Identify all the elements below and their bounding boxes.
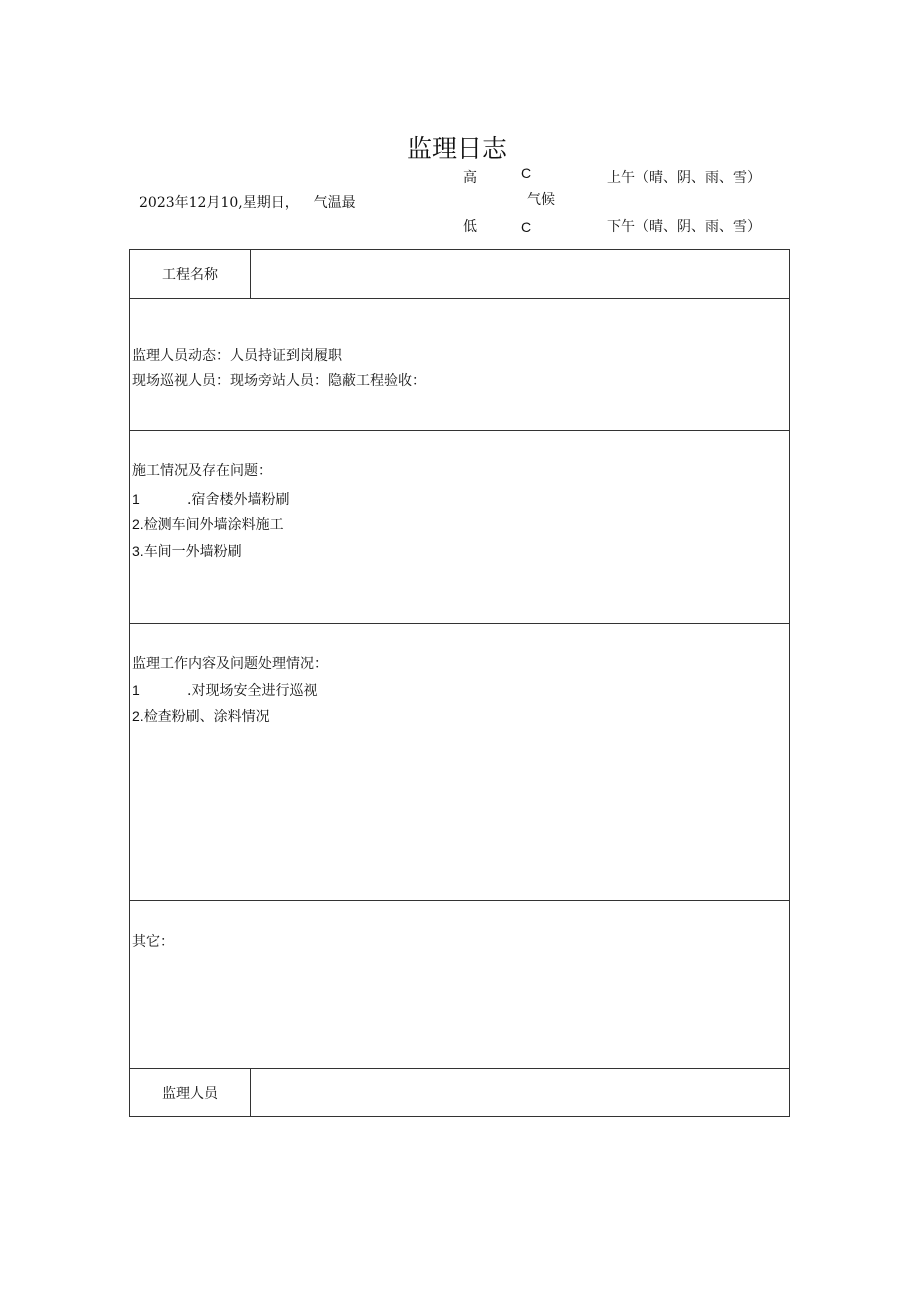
item-number: 1 [132, 491, 140, 507]
list-item [132, 706, 270, 726]
temp-high-label: 高 [463, 170, 477, 186]
item-text: 检查粉刷、涂料情况 [143, 709, 270, 725]
date-text [139, 192, 356, 212]
other-section [130, 901, 789, 1069]
climate-label: 气候 [527, 192, 555, 208]
temp-low-label: 低 [463, 219, 477, 235]
log-form [129, 249, 790, 1117]
list-item [132, 680, 317, 700]
item-number: 2. [132, 708, 144, 724]
temperature-label: 气温最 [313, 195, 356, 211]
item-number: 1 [132, 682, 140, 698]
supervision-section [130, 624, 789, 901]
item-text: 车间一外墙粉刷 [143, 544, 242, 560]
supervisor-field[interactable] [252, 1069, 789, 1117]
temp-low-unit: C [521, 219, 532, 235]
patrol-staff-line: 现场巡视人员：现场旁站人员：隐蔽工程验收： [132, 373, 426, 389]
project-name-label: 工程名称 [130, 250, 251, 298]
item-text: .宿舍楼外墙粉刷 [187, 492, 290, 508]
date-value: 2023年12月10,星期日， [139, 195, 299, 211]
page-title: 监理日志 [407, 134, 508, 163]
list-item [132, 541, 242, 561]
other-label: 其它： [132, 934, 174, 950]
construction-heading: 施工情况及存在问题： [132, 463, 272, 479]
staff-status-line: 监理人员动态：人员持证到岗履职 [132, 348, 342, 364]
supervisor-label: 监理人员 [130, 1069, 251, 1117]
morning-weather: 上午（晴、阴、雨、雪） [607, 170, 761, 186]
list-item [132, 489, 289, 509]
item-number: 2. [132, 516, 144, 532]
construction-section [130, 431, 789, 624]
staff-section [130, 299, 789, 431]
item-text: 检测车间外墙涂料施工 [143, 517, 284, 533]
temp-high-unit: C [521, 165, 532, 181]
afternoon-weather: 下午（晴、阴、雨、雪） [607, 219, 761, 235]
item-text: .对现场安全进行巡视 [187, 683, 318, 699]
supervisor-row [130, 1069, 789, 1117]
project-name-row [130, 250, 789, 299]
list-item [132, 514, 284, 534]
supervision-heading: 监理工作内容及问题处理情况： [132, 656, 328, 672]
project-name-field[interactable] [252, 250, 789, 298]
item-number: 3. [132, 543, 144, 559]
